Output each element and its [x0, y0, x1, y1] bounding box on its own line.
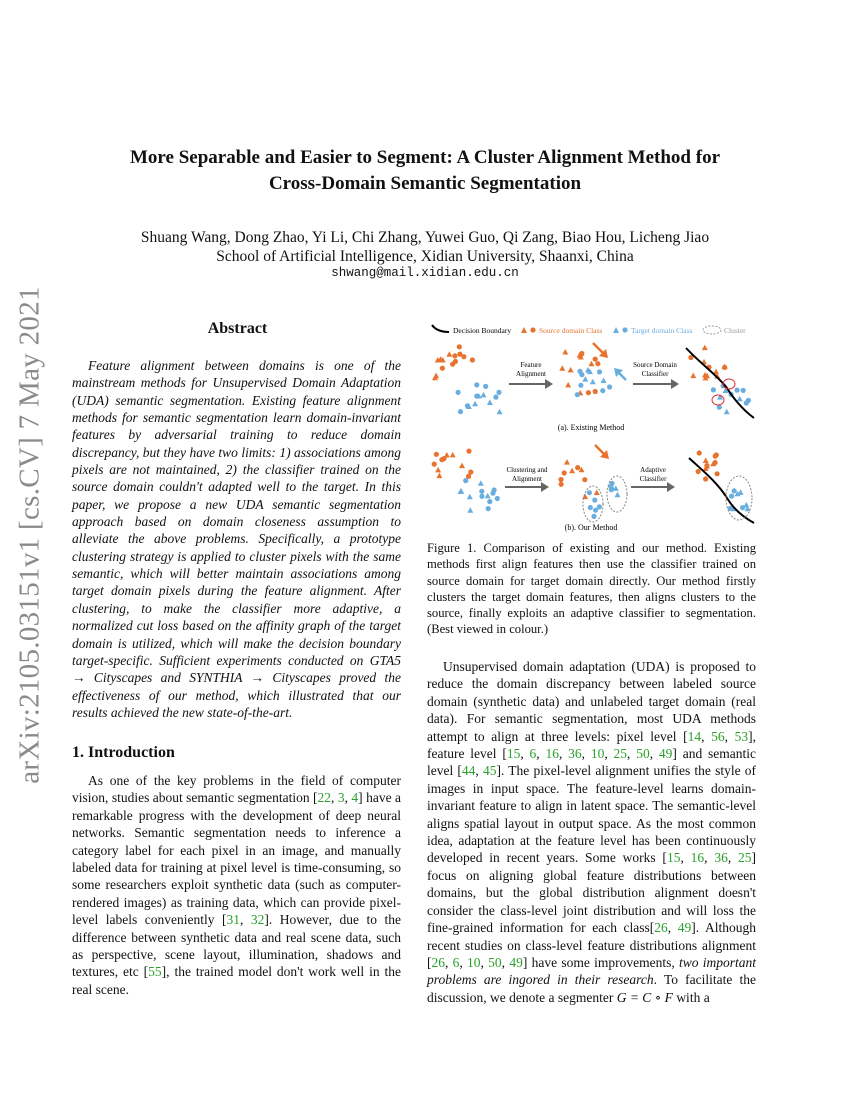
- source-domain-marker: [435, 467, 441, 473]
- figure-1: [427, 320, 756, 535]
- source-triangle-legend-icon: [521, 327, 527, 333]
- source-domain-marker: [593, 357, 598, 362]
- target-domain-marker: [497, 409, 503, 415]
- title-line-2: Cross-Domain Semantic Segmentation: [268, 173, 582, 194]
- target-domain-marker: [711, 387, 716, 392]
- citation[interactable]: 25: [613, 746, 628, 762]
- source-domain-marker: [714, 452, 719, 457]
- arrow-label-alignment-b: Alignment: [512, 475, 542, 483]
- source-domain-marker: [582, 494, 588, 500]
- target-domain-marker: [738, 489, 744, 495]
- source-domain-marker: [446, 351, 452, 357]
- citation[interactable]: 56: [711, 728, 725, 744]
- target-domain-marker: [591, 514, 596, 519]
- source-domain-marker: [593, 389, 598, 394]
- math-expression: G = C ∘ F: [616, 989, 673, 1005]
- source-domain-marker: [466, 449, 471, 454]
- target-domain-marker: [724, 409, 730, 415]
- target-domain-marker: [597, 369, 602, 374]
- source-domain-marker: [568, 367, 574, 373]
- subfigure-label-b: (b). Our Method: [564, 523, 618, 532]
- citation[interactable]: 36: [714, 850, 728, 866]
- arrow-label-clustering: Clustering and: [506, 466, 548, 474]
- abstract-heading: Abstract: [207, 320, 268, 337]
- target-domain-marker: [615, 492, 621, 498]
- citation[interactable]: 55: [148, 964, 162, 980]
- citation[interactable]: 22: [317, 790, 332, 806]
- citation[interactable]: 45: [482, 763, 497, 779]
- arrow-clustering-alignment: [505, 482, 549, 492]
- source-domain-marker: [562, 470, 567, 475]
- source-domain-marker: [582, 477, 587, 482]
- source-domain-marker: [586, 390, 591, 395]
- citation[interactable]: 4: [351, 790, 359, 806]
- target-domain-marker: [467, 494, 473, 500]
- source-domain-marker: [696, 469, 701, 474]
- legend-target-domain: Target domain Class: [631, 326, 693, 335]
- source-domain-marker: [713, 460, 718, 465]
- citation[interactable]: 36: [568, 746, 582, 762]
- source-domain-marker: [440, 366, 445, 371]
- source-domain-marker: [470, 357, 475, 362]
- citation[interactable]: 25: [738, 850, 752, 866]
- source-domain-marker: [595, 361, 600, 366]
- target-domain-marker: [607, 384, 612, 389]
- target-domain-marker: [474, 382, 479, 387]
- target-domain-marker: [481, 392, 487, 398]
- citation[interactable]: 50: [488, 954, 502, 970]
- source-domain-marker: [564, 459, 570, 465]
- target-domain-marker: [496, 390, 501, 395]
- source-domain-marker: [703, 476, 708, 481]
- arrow-label-classifier-b: Classifier: [639, 475, 667, 483]
- target-domain-marker: [600, 388, 605, 393]
- target-triangle-legend-icon: [613, 327, 619, 333]
- citation[interactable]: 16: [545, 746, 559, 762]
- arrow-source-classifier: [633, 379, 679, 389]
- citation[interactable]: 31: [226, 912, 240, 928]
- target-domain-marker: [729, 494, 734, 499]
- source-domain-marker: [562, 349, 568, 355]
- author-block: [60, 228, 790, 266]
- citation[interactable]: 26: [431, 954, 445, 970]
- arrow-label-adaptive: Adaptive: [640, 466, 666, 474]
- target-domain-marker: [472, 401, 478, 407]
- citation[interactable]: 49: [509, 954, 523, 970]
- source-domain-marker: [434, 452, 439, 457]
- source-domain-marker: [697, 450, 702, 455]
- target-domain-marker: [456, 390, 461, 395]
- arrow-label-source-domain: Source Domain: [633, 361, 677, 369]
- target-domain-marker: [601, 378, 607, 384]
- arrow-label-classifier: Classifier: [641, 370, 669, 378]
- source-domain-marker: [452, 353, 457, 358]
- source-domain-marker: [432, 462, 437, 467]
- section-heading-introduction: 1. Introduction: [72, 744, 175, 761]
- intro-paragraph-1: As one of the key problems in the field of computer vision, studies about semantic segmentation [22, 3, 4] have a remarkable progress with the development of deep neural networks. Semantic segmentation needs to inference a category label for each pixel in an image, and manually labeled data for training at pixel level is time-consuming, so some researchers exploit synthetic data (such as computer-rendered images) as training data, which can provide pixel-level labels conveniently [31, 32]. However, due to the difference between synthetic data and real scene data, such as perspective, scene layout, illumination, shadows and textures, etc [55], the trained model don't work well in the real scene.: [72, 773, 401, 997]
- target-domain-marker: [575, 392, 580, 397]
- citation[interactable]: 50: [636, 746, 650, 762]
- target-domain-marker: [467, 507, 473, 513]
- target-dot-legend-icon: [622, 327, 627, 332]
- citation[interactable]: 15: [506, 746, 521, 762]
- target-domain-marker: [741, 388, 746, 393]
- source-domain-marker: [565, 382, 571, 388]
- author-list: Shuang Wang, Dong Zhao, Yi Li, Chi Zhang, Yuwei Guo, Qi Zang, Biao Hou, Licheng Jiao: [140, 229, 710, 246]
- target-domain-marker: [458, 488, 464, 494]
- our-method-scatter: [432, 449, 751, 520]
- target-domain-marker: [588, 505, 593, 510]
- citation[interactable]: 6: [452, 954, 460, 970]
- source-domain-marker: [703, 458, 709, 464]
- target-domain-marker: [492, 487, 497, 492]
- target-domain-marker: [743, 502, 749, 508]
- source-domain-marker: [559, 365, 565, 371]
- target-domain-marker: [737, 396, 743, 402]
- arxiv-identifier: arXiv:2105.03151v1 [cs.CV] 7 May 2021: [13, 286, 46, 784]
- source-domain-marker: [450, 452, 456, 458]
- source-domain-marker: [690, 373, 696, 379]
- target-domain-marker: [493, 395, 498, 400]
- source-domain-marker: [569, 468, 575, 474]
- citation[interactable]: 14: [687, 728, 702, 744]
- emphasis: two important problems are ingored in their research: [427, 954, 756, 988]
- source-domain-marker: [457, 344, 462, 349]
- arrow-label-alignment: Alignment: [516, 370, 546, 378]
- decision-boundary-legend-icon: [432, 325, 449, 332]
- contact-email: shwang@mail.xidian.edu.cn: [331, 266, 519, 280]
- source-domain-marker: [461, 354, 466, 359]
- source-domain-marker: [468, 470, 473, 475]
- decision-boundary-b: [689, 458, 754, 523]
- legend-decision-boundary: Decision Boundary: [453, 326, 512, 335]
- source-domain-marker: [436, 473, 442, 479]
- target-domain-marker: [592, 498, 597, 503]
- target-domain-marker: [495, 496, 500, 501]
- citation[interactable]: 6: [529, 746, 537, 762]
- citation[interactable]: 15: [666, 850, 681, 866]
- paper-title: [60, 145, 790, 197]
- target-domain-marker: [479, 489, 484, 494]
- target-domain-marker: [582, 376, 588, 382]
- abstract-body: [72, 357, 401, 721]
- source-domain-marker: [579, 352, 584, 357]
- target-domain-marker: [483, 384, 488, 389]
- citation[interactable]: 26: [654, 920, 668, 936]
- figure-caption: Figure 1. Comparison of existing and our method. Existing methods first align features then use the classifier trained on source domain for target domain directly. Our method firstly clusters the target domain features, then aligns clusters to the source, finally exploits an adaptive classifier to segmentation. (Best viewed in colour.): [427, 541, 756, 637]
- source-domain-marker: [589, 361, 595, 367]
- target-domain-marker: [578, 383, 583, 388]
- citation[interactable]: 32: [250, 912, 265, 928]
- source-domain-marker: [453, 359, 458, 364]
- target-domain-marker: [744, 400, 749, 405]
- target-domain-marker: [486, 506, 491, 511]
- arrow-adaptive-classifier: [631, 482, 675, 492]
- citation[interactable]: 53: [734, 728, 749, 744]
- arrow-feature-alignment: [509, 379, 553, 389]
- target-domain-marker: [732, 488, 737, 493]
- arrow-label-feature: Feature: [520, 361, 542, 369]
- source-domain-marker: [558, 477, 563, 482]
- target-domain-marker: [479, 494, 484, 499]
- target-domain-marker: [587, 490, 592, 495]
- citation[interactable]: 3: [337, 790, 345, 806]
- source-domain-marker: [575, 465, 580, 470]
- legend-source-domain: Source domain Class: [539, 326, 603, 335]
- subfigure-label-a: (a). Existing Method: [557, 423, 625, 432]
- target-domain-marker: [474, 394, 479, 399]
- citation[interactable]: 44: [461, 763, 476, 779]
- source-domain-marker: [722, 365, 727, 370]
- legend-cluster: Cluster: [724, 326, 746, 335]
- target-domain-marker: [458, 409, 463, 414]
- source-domain-marker: [715, 471, 720, 476]
- target-domain-marker: [487, 499, 492, 504]
- abstract-text: Feature alignment between domains is one of the mainstream methods for Unsupervised Domain Adaptation (UDA) semantic segmentation. Existing feature alignment methods for semantic segmentation learn domain-invariant features by adversarial training to reduce domain discrepancy, but they have two limits: 1) associations among pixels are not maintained, 2) the classifier trained on the source domain couldn't adapted well to the target. In this paper, we propose a new UDA semantic segmentation approach based on domain closeness assumption to alleviate the above problems. Specifically, a prototype clustering strategy is applied to cluster pixels with the same semantic, which will better maintain associations among target domain pixels during the feature alignment. After clustering, to make the classifier more adaptive, a normalized cut loss based on the affinity graph of the target domain is utilized, which will make the decision boundary target-specific. Sufficient experiments conducted on GTA5 → Cityscapes and SYNTHIA → Cityscapes proved the effectiveness of our method, which illustrated that our results achieved the new state-of-the-art.: [72, 358, 401, 720]
- source-domain-marker: [559, 482, 564, 487]
- cluster-legend-icon: [703, 326, 721, 334]
- target-domain-marker: [577, 369, 582, 374]
- target-domain-marker: [463, 478, 468, 483]
- target-domain-marker: [487, 400, 493, 406]
- citation[interactable]: 10: [467, 954, 481, 970]
- intro-paragraph-2: Unsupervised domain adaptation (UDA) is proposed to reduce the domain discrepancy between labeled source domain (synthetic data) and unlabeled target domain (real data). For semantic segmentation, most UDA methods attempt to align at three levels: pixel level [14, 56, 53], feature level [15, 6, 16, 36, 10, 25, 50, 49] and semantic level [44, 45]. The pixel-level alignment unifies the style of images in input space. The feature-level learns domain-invariant feature to align in latent space. The semantic-level aligns spatial layout in output space. As the most common idea, adaptation at the feature level has been continuously developed in recent years. Some works [15, 16, 36, 25] focus on aligning global feature distributions between domains, but the global distribution alignment doesn't consider the class-level joint distribution and will loss the fine-grained information for each class[26, 49]. Although recent studies on class-level feature distributions alignment [26, 6, 10, 50, 49] have some improvements, two important problems are ingored in their research. To facilitate the discussion, we denote a segmenter G = C ∘ F with a: [427, 659, 757, 1005]
- source-domain-marker: [702, 345, 708, 351]
- affiliation: School of Artificial Intelligence, Xidian University, Shaanxi, China: [216, 248, 634, 265]
- citation[interactable]: 10: [590, 746, 605, 762]
- citation[interactable]: 49: [677, 920, 692, 936]
- target-domain-marker: [485, 493, 491, 499]
- source-domain-marker: [594, 490, 600, 496]
- target-domain-marker: [590, 379, 596, 385]
- target-domain-marker: [478, 480, 484, 486]
- target-domain-marker: [593, 508, 598, 513]
- misclassified-cluster: [712, 395, 724, 405]
- citation[interactable]: 49: [658, 746, 673, 762]
- title-line-1: More Separable and Easier to Segment: A Cluster Alignment Method for: [129, 147, 721, 168]
- existing-method-scatter: [432, 344, 751, 414]
- target-domain-marker: [735, 388, 740, 393]
- source-domain-marker: [459, 463, 465, 469]
- source-domain-marker: [441, 456, 446, 461]
- source-dot-legend-icon: [530, 327, 535, 332]
- citation[interactable]: 16: [690, 850, 705, 866]
